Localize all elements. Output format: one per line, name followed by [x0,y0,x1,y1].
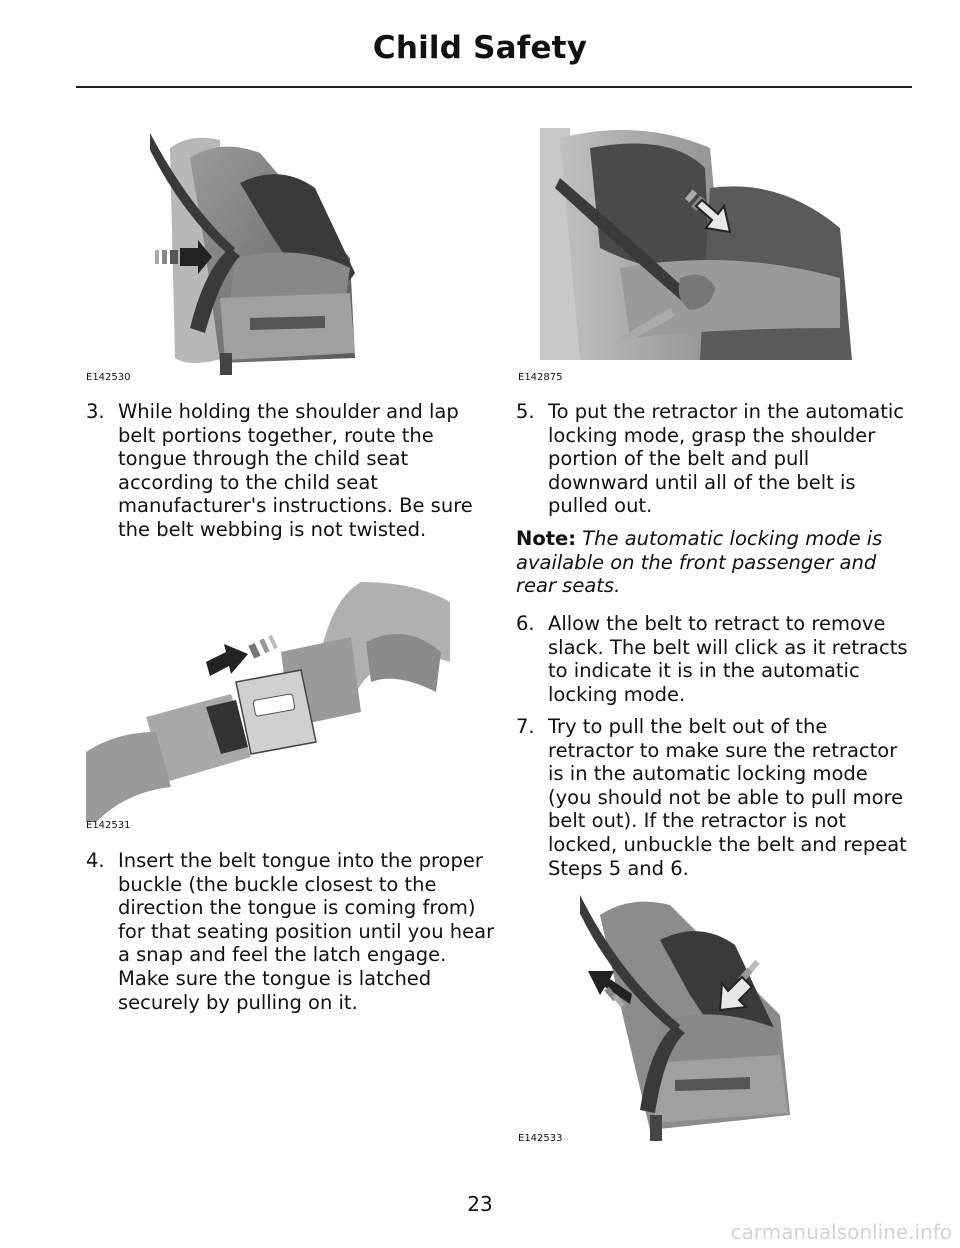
note-label: Note: [516,527,577,550]
step-text: Allow the belt to retract to remove slack. The belt will click as it retracts to indicate it is in the automatic locking mode. [548,612,908,706]
step-number: 4. [86,849,105,872]
step-text: Insert the belt tongue into the proper buckle (the buckle closest to the direction the tongue is coming from) for that seating position until you hear a snap and feel the latch engage. Make sure the tongue is latched securely by pulling on it. [118,849,495,1014]
step-number: 7. [516,715,535,738]
figure-id: E142875 [518,372,563,383]
buckle-tongue-illustration [86,582,450,822]
step-text: To put the retractor in the automatic locking mode, grasp the shoulder portion of the belt and pull downward until all of the belt is pulled out. [548,400,905,518]
step-text: Try to pull the belt out of the retractor to make sure the retractor is in the automatic locking mode (you should not be able to pull more belt out). If the retractor is not locked, unbuckle the belt and repeat Steps 5 and 6. [548,715,907,880]
child-seat-routing-illustration [150,128,395,376]
note-text: The automatic locking mode is available on the front passenger and rear seats. [516,527,883,598]
figure-id: E142533 [518,1133,563,1144]
shoulder-belt-pull-illustration [540,128,852,360]
figure-id: E142531 [86,820,131,831]
step-number: 6. [516,612,535,635]
child-seat-locking-illustration [580,895,795,1145]
step-number: 3. [86,400,105,423]
step-number: 5. [516,400,535,423]
figure-id: E142530 [86,372,131,383]
page-number: 23 [467,1192,493,1216]
arrow-left-icon [206,635,278,676]
page-title: Child Safety [372,30,588,66]
step-text: While holding the shoulder and lap belt portions together, route the tongue through the child seat according to the child seat manufacturer's instructions. Be sure the belt webbing is not twisted. [118,400,473,541]
header-divider [76,86,912,88]
note [516,527,908,598]
watermark: carmanualsonline.info [730,1220,952,1244]
